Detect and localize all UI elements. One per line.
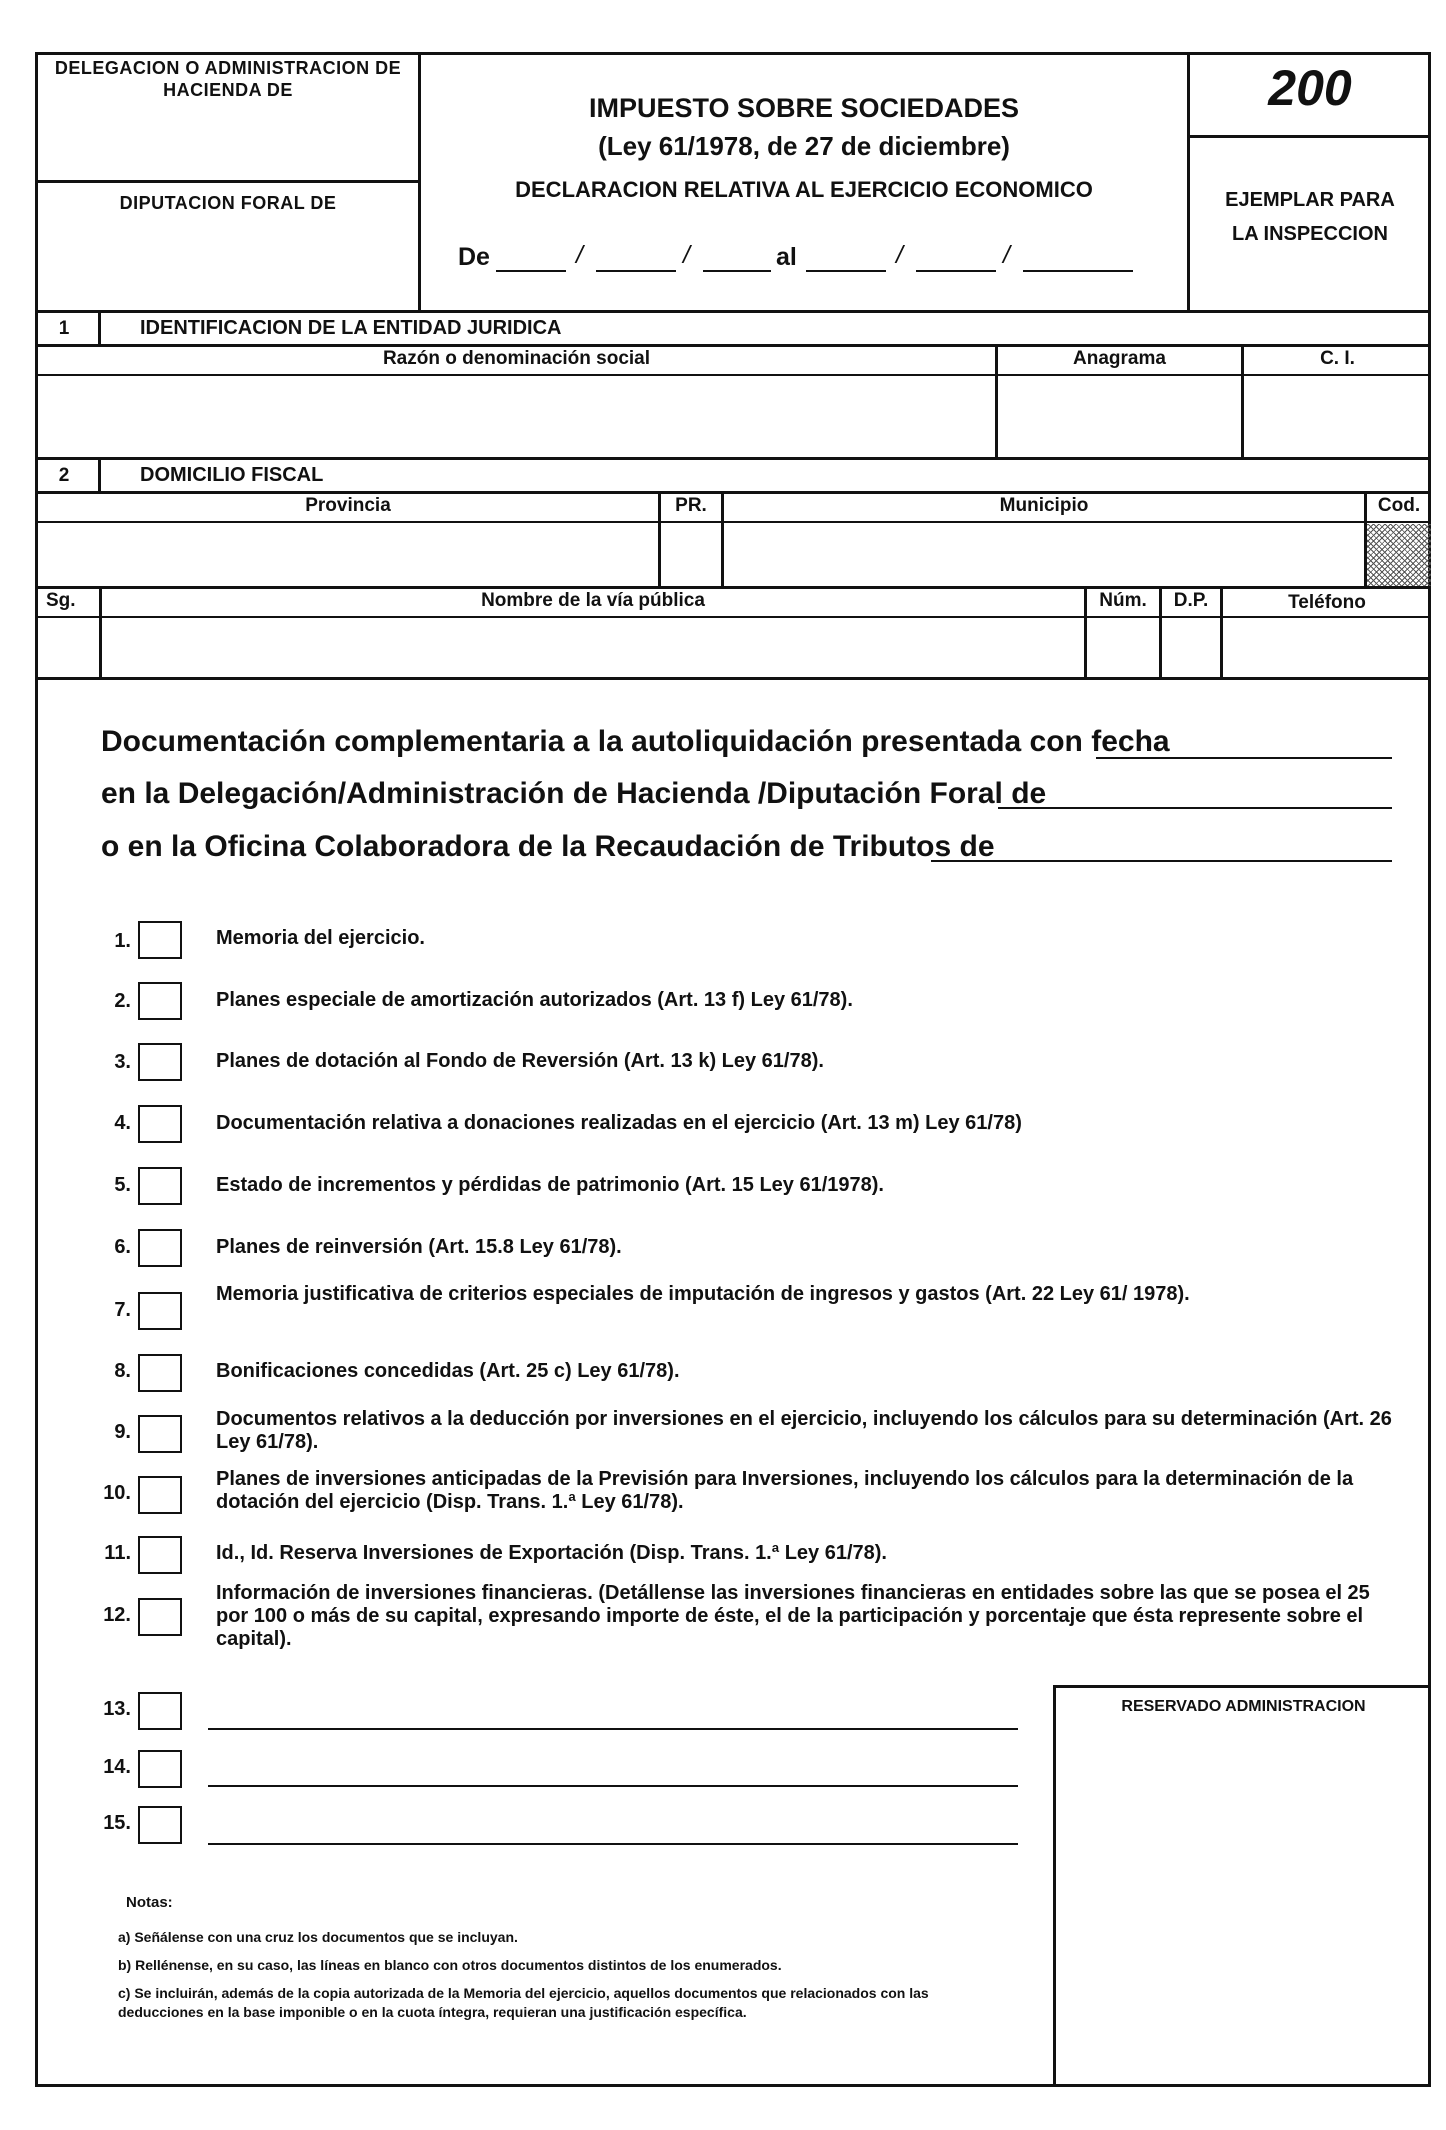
- section2-title: DOMICILIO FISCAL: [140, 464, 324, 486]
- doc-office-label: en la Delegación/Administración de Hacienda /Diputación Foral de: [101, 777, 1047, 810]
- col-company-name: Razón o denominación social: [382, 348, 651, 369]
- item-3-number: 3.: [114, 1051, 131, 1073]
- ci-input[interactable]: [1244, 377, 1431, 455]
- col-dp: D.P.: [1173, 590, 1209, 611]
- num-input[interactable]: [1087, 619, 1157, 675]
- section1-title: IDENTIFICACION DE LA ENTIDAD JURIDICA: [140, 317, 562, 339]
- section2-number: 2: [58, 465, 70, 486]
- item-9-checkbox[interactable]: [138, 1415, 182, 1453]
- item-5-number: 5.: [114, 1174, 131, 1196]
- copy-label: EJEMPLAR PARA LA INSPECCION: [1225, 189, 1395, 245]
- item-8-number: 8.: [114, 1360, 131, 1382]
- item-2-number: 2.: [114, 990, 131, 1012]
- col-num: Núm.: [1099, 590, 1147, 611]
- item-10-checkbox[interactable]: [138, 1476, 182, 1514]
- note-c: c) Se incluirán, además de la copia autorizada de la Memoria del ejercicio, aquellos documentos que relacionados con las deducciones en la base imponible o en la cuota íntegra, requieran una justificación específica.: [118, 1985, 929, 2020]
- sg-input[interactable]: [38, 619, 97, 675]
- item-8-text: Bonificaciones concedidas (Art. 25 c) Ley 61/78).: [216, 1360, 680, 1382]
- period-to-day-field[interactable]: [806, 270, 886, 272]
- note-b: b) Rellénense, en su caso, las líneas en blanco con otros documentos distintos de los enumerados.: [118, 1957, 782, 1973]
- province-input[interactable]: [38, 524, 656, 584]
- item-8-checkbox[interactable]: [138, 1354, 182, 1392]
- item-13-checkbox[interactable]: [138, 1692, 182, 1730]
- item-2-checkbox[interactable]: [138, 982, 182, 1020]
- item-1-checkbox[interactable]: [138, 921, 182, 959]
- dp-input[interactable]: [1162, 619, 1218, 675]
- item-4-number: 4.: [114, 1112, 131, 1134]
- municipio-input[interactable]: [724, 524, 1362, 584]
- header-diputacion-label: DIPUTACION FORAL DE: [119, 193, 337, 213]
- item-4-checkbox[interactable]: [138, 1105, 182, 1143]
- item-1-text: Memoria del ejercicio.: [216, 927, 425, 949]
- item-5-checkbox[interactable]: [138, 1167, 182, 1205]
- col-anagram: Anagrama: [1073, 348, 1166, 369]
- item-14-checkbox[interactable]: [138, 1750, 182, 1788]
- item-11-checkbox[interactable]: [138, 1536, 182, 1574]
- period-to-month-field[interactable]: [916, 270, 996, 272]
- item-9-number: 9.: [114, 1421, 131, 1443]
- item-7-checkbox[interactable]: [138, 1292, 182, 1330]
- col-sg: Sg.: [46, 590, 76, 611]
- item-3-text: Planes de dotación al Fondo de Reversión (Art. 13 k) Ley 61/78).: [216, 1050, 824, 1072]
- form-subtitle: DECLARACION RELATIVA AL EJERCICIO ECONOMICO: [515, 177, 1093, 202]
- header-office-label: DELEGACION O ADMINISTRACION DE HACIENDA DE: [54, 58, 402, 100]
- item-13-blank-line[interactable]: [208, 1728, 1018, 1730]
- item-15-number: 15.: [103, 1812, 131, 1834]
- item-7-text: Memoria justificativa de criterios especiales de imputación de ingresos y gastos (Art. 22 Ley 61/ 1978).: [216, 1283, 1190, 1305]
- anagram-input[interactable]: [998, 377, 1239, 455]
- item-14-blank-line[interactable]: [208, 1785, 1018, 1787]
- item-13-number: 13.: [103, 1698, 131, 1720]
- item-10-number: 10.: [103, 1482, 131, 1504]
- period-from-day-field[interactable]: [496, 270, 566, 272]
- reserved-admin-box: [1053, 1685, 1431, 2087]
- item-11-number: 11.: [104, 1542, 131, 1564]
- phone-input[interactable]: [1223, 619, 1431, 675]
- form-law: (Ley 61/1978, de 27 de diciembre): [598, 131, 1010, 161]
- item-15-blank-line[interactable]: [208, 1843, 1018, 1845]
- item-10-text: Planes de inversiones anticipadas de la Previsión para Inversiones, incluyendo los cálculos para la determinación de la dotación del ejercicio (Disp. Trans. 1.ª Ley 61/78).: [216, 1468, 1354, 1513]
- form-title: IMPUESTO SOBRE SOCIEDADES: [588, 93, 1020, 123]
- doc-office-field[interactable]: [998, 807, 1392, 809]
- note-a: a) Señálense con una cruz los documentos que se incluyan.: [118, 1929, 518, 1945]
- period-to-year-field[interactable]: [1023, 270, 1133, 272]
- form-number: 200: [1268, 60, 1352, 116]
- item-6-checkbox[interactable]: [138, 1229, 182, 1267]
- item-4-text: Documentación relativa a donaciones realizadas en el ejercicio (Art. 13 m) Ley 61/78): [216, 1112, 1022, 1134]
- notes-title: Notas:: [126, 1894, 173, 1911]
- col-ci: C. I.: [1320, 348, 1355, 369]
- item-5-text: Estado de incrementos y pérdidas de patrimonio (Art. 15 Ley 61/1978).: [216, 1174, 884, 1196]
- reserved-admin-label: RESERVADO ADMINISTRACION: [1121, 1698, 1366, 1715]
- item-14-number: 14.: [103, 1756, 131, 1778]
- tax-form-200: DELEGACION O ADMINISTRACION DE HACIENDA DE DIPUTACION FORAL DE IMPUESTO SOBRE SOCIEDADES (Ley 61/1978, de 27 de diciembre) DECLARACION RELATIVA AL EJERCICIO ECONOMICO De / / al / / 200 EJEMPLAR PARA LA INSPECCION 1 IDENTIFICACION DE LA ENTIDAD JURIDICA Razón o denominación social Anagrama C. I. 2 DOMICILIO FISCAL Provincia PR. Municipio Cod. Sg. Nombre de la vía pública Núm. D.P. Teléfono Documentación complementaria a la autoliquidación presentada con fecha en la Delegación/Administración de Hacienda /Diputación Foral de o en la Oficina Colaboradora de la Recaudación de Tributos de 1. Memoria del ejercicio. 2. Planes especiale de amortización autorizados (Art. 13 f) Ley 61/78). 3. Planes de dotación al Fondo de Reversión (Art. 13 k) Ley 61/78). 4. Documentación relativa a donaciones realizadas en el ejercicio (Art. 13 m) Ley 61/78) 5. Estado de incrementos y pérdidas de patrimonio (Art. 15 Ley 61/1978). 6. Planes de reinversión (Art. 15.8 Ley 61/78). 7. Memoria justificativa de criterios especiales de imputación de ingresos y gastos (Art. 22 Ley 61/ 1978). 8. Bonificaciones concedidas (Art. 25 c) Ley 61/78). 9. Documentos relativos a la deducción por inversiones en el ejercicio, incluyendo los cálculos para su determinación (Art. 26 Ley 61/78). 10. Planes de inversiones anticipadas de la Previsión para Inversiones, incluyendo los cálculos para la determinación de la dotación del ejercicio (Disp. Trans. 1.ª Ley 61/78). 11. Id., Id. Reserva Inversiones de Exportación (Disp. Trans. 1.ª Ley 61/78). 12. Información de inversiones financieras. (Detállense las inversiones financieras en entidades sobre las que se posea el 25 por 100 o más de su capital, expresando importe de éste, el de la participación y porcentaje que ésta represente sobre el capital). 13. 14. 15. RESERVADO ADMINISTRACION Notas: a) Señálense con una cruz los documentos que se incluyan. b) Rellénense, en su caso, las líneas en blanco con otros documentos distintos de los enumerados. c) Se incluirán, además de la copia autorizada de la Memoria del ejercicio, aquellos documentos que relacionados con las deducciones en la base imponible o en la cuota íntegra, requieran una justificación específica.: [35, 52, 1431, 2087]
- doc-date-field[interactable]: [1096, 757, 1392, 759]
- doc-date-label: Documentación complementaria a la autoliquidación presentada con fecha: [101, 725, 1170, 758]
- cod-hatched-cell: [1367, 524, 1431, 586]
- item-12-text: Información de inversiones financieras. (Detállense las inversiones financieras en entidades sobre las que se posea el 25 por 100 o más de su capital, expresando importe de éste, el de la participación y porcentaje que ésta represente sobre el capital).: [216, 1582, 1370, 1650]
- section1-number: 1: [58, 318, 70, 339]
- col-cod: Cod.: [1377, 495, 1421, 516]
- item-6-text: Planes de reinversión (Art. 15.8 Ley 61/78).: [216, 1236, 622, 1258]
- item-1-number: 1.: [114, 930, 131, 952]
- item-12-checkbox[interactable]: [138, 1598, 182, 1636]
- period-from-year-field[interactable]: [703, 270, 771, 272]
- item-2-text: Planes especiale de amortización autorizados (Art. 13 f) Ley 61/78).: [216, 989, 853, 1011]
- item-6-number: 6.: [114, 1236, 131, 1258]
- period-from-month-field[interactable]: [596, 270, 676, 272]
- item-15-checkbox[interactable]: [138, 1806, 182, 1844]
- period-to-label: al: [776, 243, 797, 271]
- col-municipio: Municipio: [999, 495, 1089, 516]
- col-province: Provincia: [305, 495, 391, 516]
- doc-collaborating-office-label: o en la Oficina Colaboradora de la Recaudación de Tributos de: [101, 830, 995, 863]
- item-11-text: Id., Id. Reserva Inversiones de Exportación (Disp. Trans. 1.ª Ley 61/78).: [216, 1542, 887, 1564]
- item-12-number: 12.: [103, 1604, 131, 1626]
- item-3-checkbox[interactable]: [138, 1043, 182, 1081]
- col-phone: Teléfono: [1288, 592, 1366, 613]
- item-9-text: Documentos relativos a la deducción por inversiones en el ejercicio, incluyendo los cálculos para su determinación (Art. 26 Ley 61/78).: [216, 1408, 1392, 1453]
- pr-input[interactable]: [661, 524, 719, 584]
- item-7-number: 7.: [114, 1299, 131, 1321]
- doc-collaborating-office-field[interactable]: [931, 860, 1392, 862]
- col-street: Nombre de la vía pública: [481, 590, 705, 611]
- company-name-input[interactable]: [38, 377, 993, 455]
- street-input[interactable]: [102, 619, 1082, 675]
- period-from-label: De: [458, 243, 490, 271]
- col-pr: PR.: [675, 495, 707, 516]
